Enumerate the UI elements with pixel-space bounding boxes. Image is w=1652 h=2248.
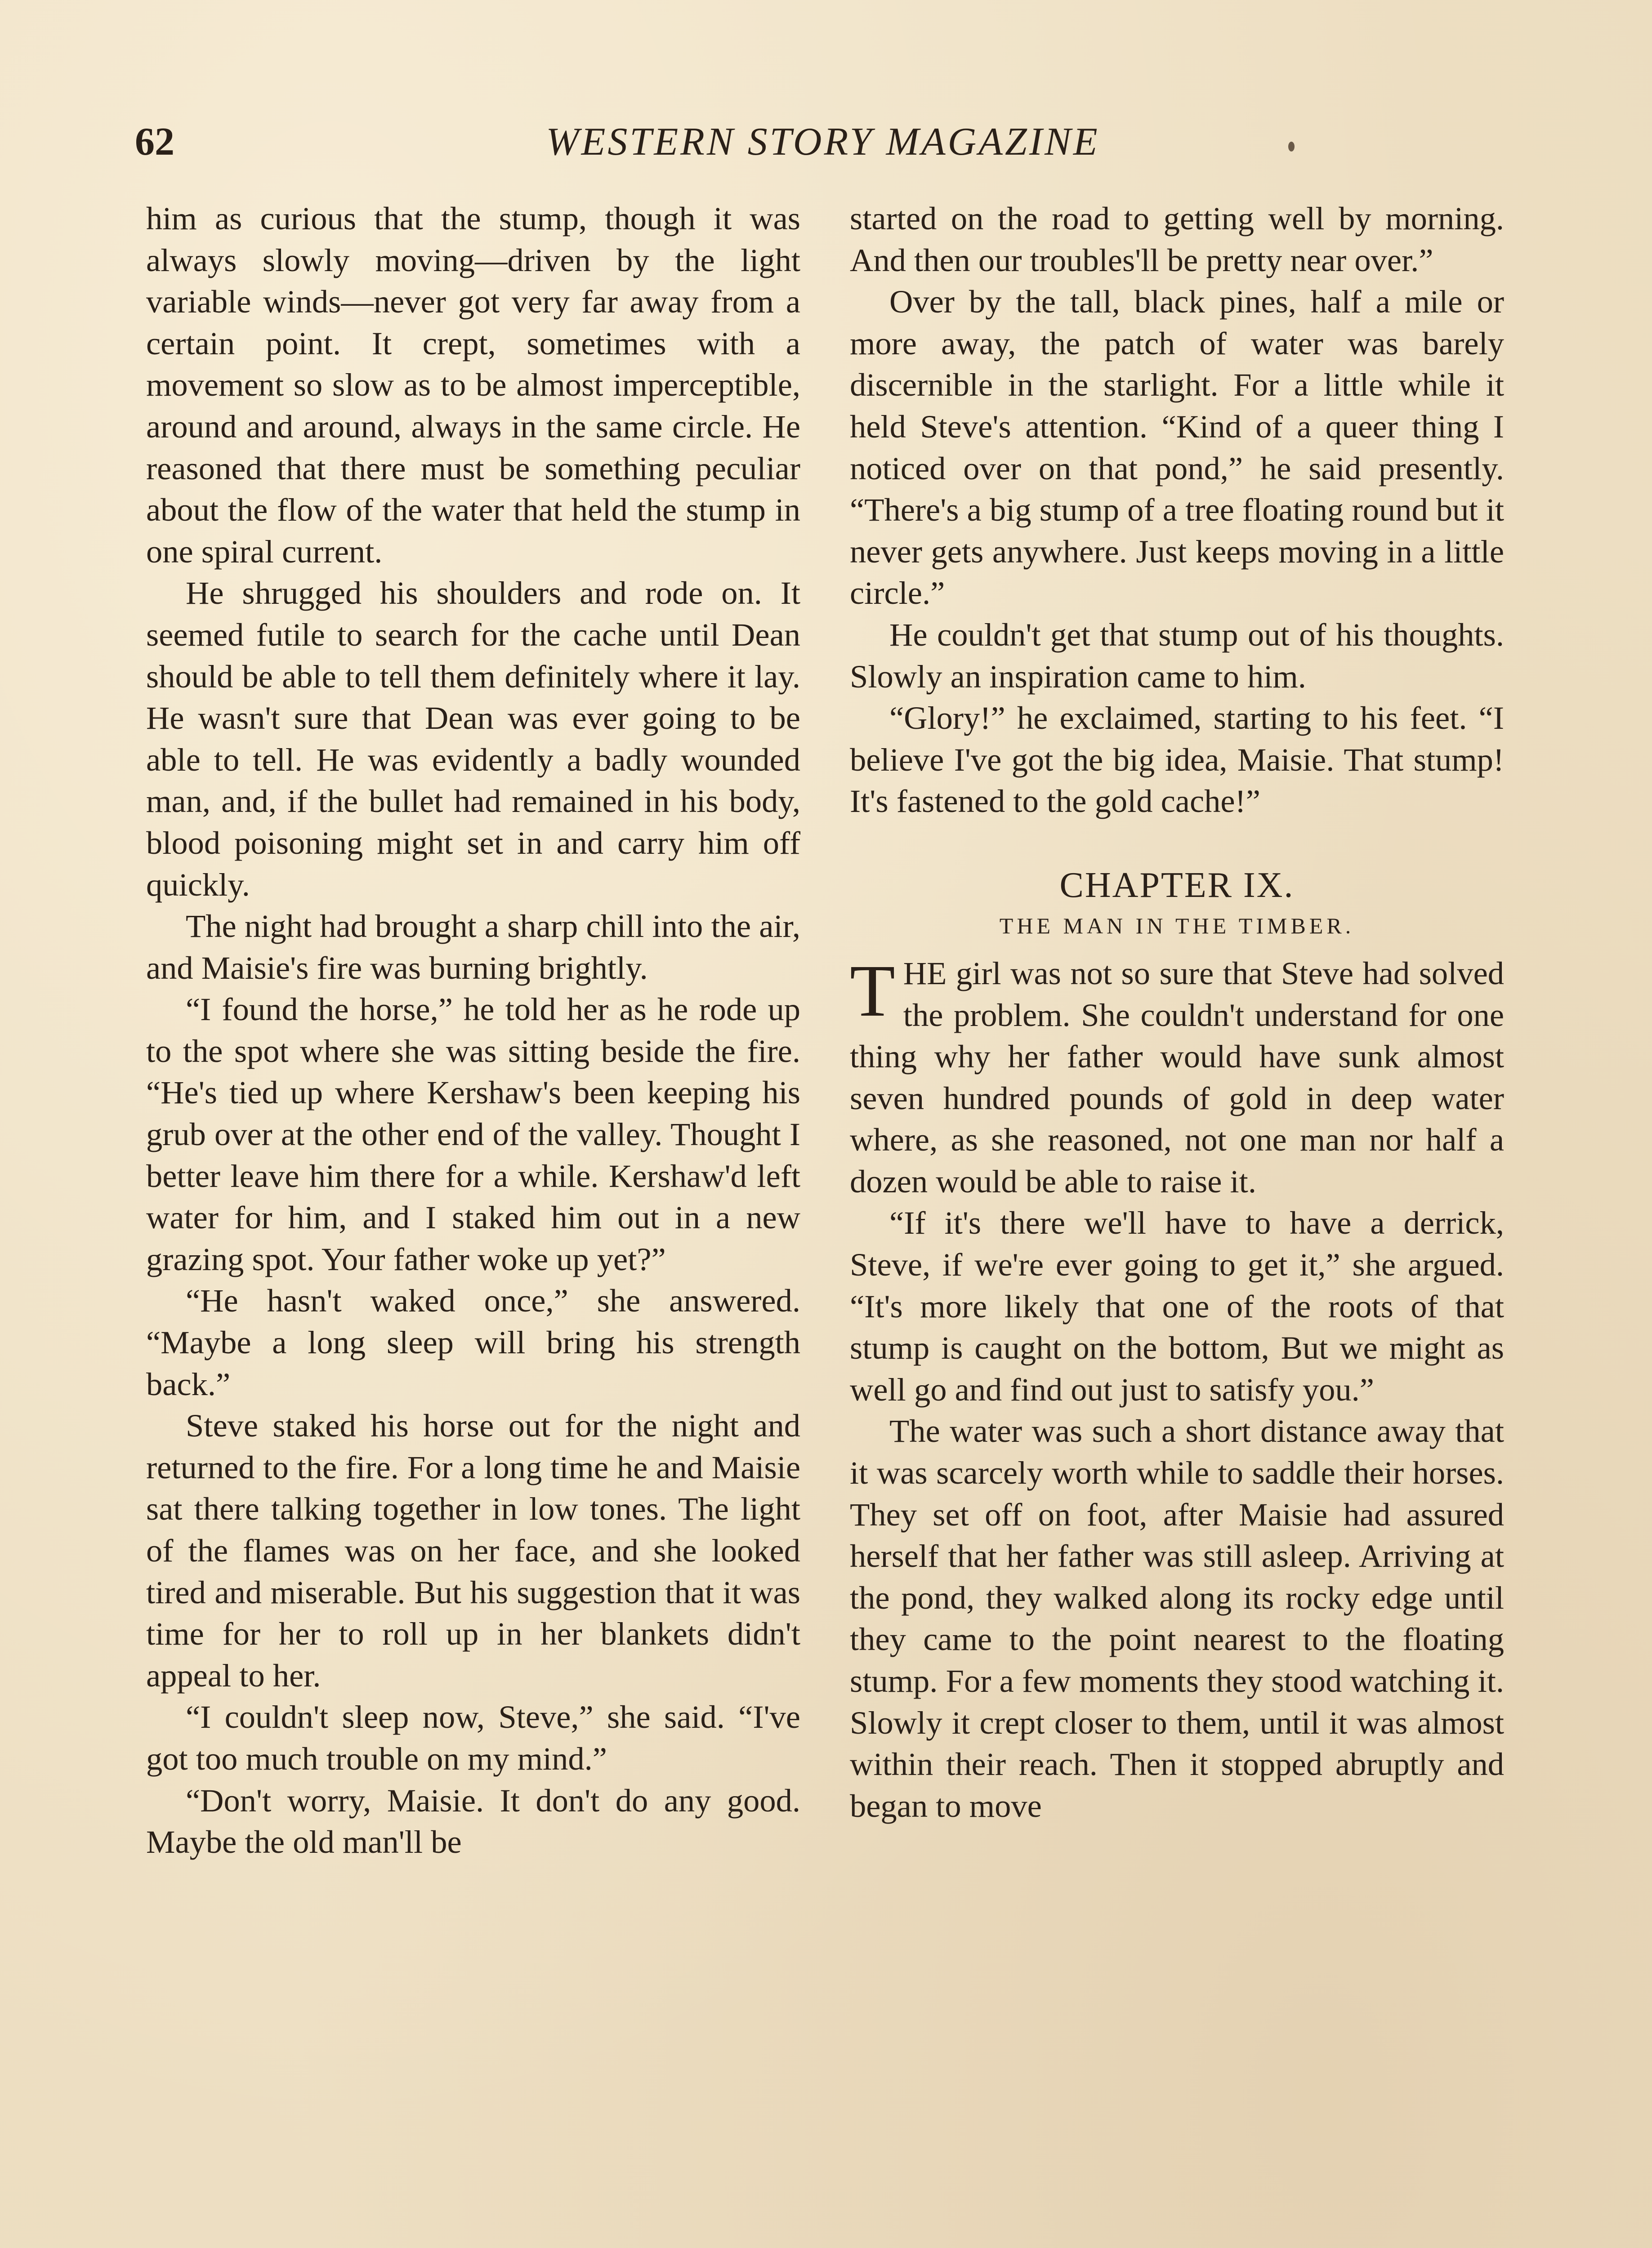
paragraph: The water was such a short distance away that it was scarcely worth while to saddle their horses. They set off on foot, after Maisie had assured herself that her father was still asleep. Arriving at the pond, they walked along its rocky edge until they came to the point nearest to the floating stump. For a few moments they stood watching it. Slowly it crept closer to them, until it was almost within their reach. Then it stopped abruptly and began to move: [850, 1413, 1504, 1824]
paragraph: him as curious that the stump, though it was always slowly moving—driven by the light variable winds—never got very far away from a certain point. It crept, sometimes with a movement so slow as to be almost imperceptible, around and around, always in the same circle. He reasoned that there must be something peculiar about the flow of the water that held the stump in one spiral current.: [146, 200, 800, 570]
paragraph: “Don't worry, Maisie. It don't do any good. Maybe the old man'll be: [146, 1782, 800, 1860]
paragraph: started on the road to getting well by morning. And then our troubles'll be pretty near over.”: [850, 200, 1504, 278]
paragraph: “I found the horse,” he told her as he rode up to the spot where she was sitting beside the fire. “He's tied up where Kershaw's been keeping his grub over at the other end of the valley. Thought I better leave him there for a while. Kershaw'd left water for him, and I staked him out in a new grazing spot. Your father woke up yet?”: [146, 991, 800, 1277]
page-header: [135, 115, 1511, 173]
paragraph: “Glory!” he exclaimed, starting to his feet. “I believe I've got the big idea, Maisie. That stump! It's fastened to the gold cache!”: [850, 700, 1504, 820]
drop-cap: T: [850, 949, 895, 1032]
page-number: 62: [135, 120, 174, 164]
paragraph: “If it's there we'll have to have a derrick, Steve, if we're ever going to get it,” she argued. “It's more likely that one of the roots of that stump is caught on the bottom, But we might as well go and find out just to satisfy you.”: [850, 1204, 1504, 1408]
paragraph: He couldn't get that stump out of his thoughts. Slowly an inspiration came to him.: [850, 616, 1504, 695]
right-column: [850, 198, 1504, 1827]
chapter-heading: CHAPTER IX.: [1059, 865, 1295, 905]
print-speck: [1288, 142, 1295, 152]
paragraph: He shrugged his shoulders and rode on. It seemed futile to search for the cache until Dean should be able to tell them definitely where it lay. He wasn't sure that Dean was ever going to be able to tell. He was evidently a badly wounded man, and, if the bullet had remained in his body, blood poisoning might set in and carry him off quickly.: [146, 575, 800, 903]
paragraph: Steve staked his horse out for the night and returned to the fire. For a long time he and Maisie sat there talking together in low tones. The light of the flames was on her face, and she looked tired and miserable. But his suggestion that it was time for her to roll up in her blankets didn't appeal to her.: [146, 1407, 800, 1694]
paragraph: “I couldn't sleep now, Steve,” she said. “I've got too much trouble on my mind.”: [146, 1699, 800, 1777]
left-column: [146, 198, 800, 1863]
chapter-opening-text: HE girl was not so sure that Steve had solved the problem. She couldn't understand for one thing why her father would have sunk almost seven hundred pounds of gold in deep water where, as she reasoned, not one man nor half a dozen would be able to raise it.: [850, 955, 1504, 1200]
chapter-title: THE MAN IN THE TIMBER.: [999, 913, 1355, 938]
paragraph: Over by the tall, black pines, half a mile or more away, the patch of water was barely discernible in the starlight. For a little while it held Steve's attention. “Kind of a queer thing I noticed over on that pond,” he said presently. “There's a big stump of a tree floating round but it never gets anywhere. Just keeps moving in a little circle.”: [850, 283, 1504, 611]
chapter-opening-paragraph: [850, 949, 1504, 1203]
paragraph: “He hasn't waked once,” she answered. “Maybe a long sleep will bring his strength back.”: [146, 1282, 800, 1402]
paragraph: The night had brought a sharp chill into the air, and Maisie's fire was burning brightly.: [146, 908, 800, 986]
magazine-title: WESTERN STORY MAGAZINE: [546, 120, 1100, 164]
